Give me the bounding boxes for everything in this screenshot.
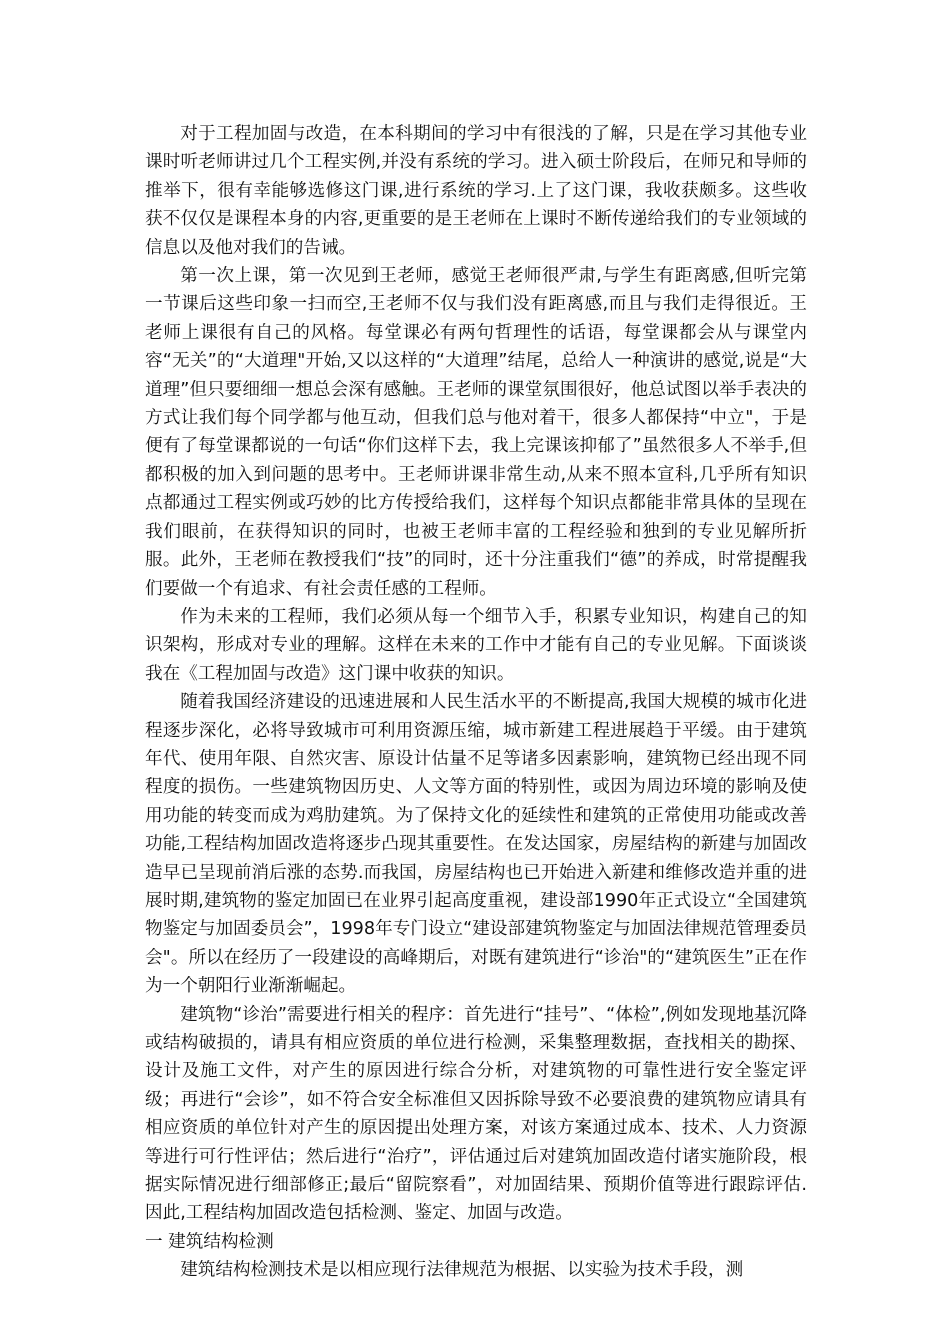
paragraph-2: 第一次上课，第一次见到王老师，感觉王老师很严肃,与学生有距离感,但听完第一节课后这些印象一扫而空,王老师不仅与我们没有距离感,而且与我们走得很近。王老师上课很有自己的风格。每堂课必有两句哲理性的话语，每堂课都会从与课堂内容“无关”的“大道理"开始,又以这样的“大道理”结尾，总给人一种演讲的感觉,说是“大道理”但只要细细一想总会深有感触。王老师的课堂氛围很好，他总试图以举手表决的方式让我们每个同学都与他互动，但我们总与他对着干，很多人都保持“中立"，于是便有了每堂课都说的一句话“你们这样下去，我上完课该抑郁了”虽然很多人不举手,但都积极的加入到问题的思考中。王老师讲课非常生动,从来不照本宣科,几乎所有知识点都通过工程实例或巧妙的比方传授给我们，这样每个知识点都能非常具体的呈现在我们眼前，在获得知识的同时，也被王老师丰富的工程经验和独到的专业见解所折服。此外，王老师在教授我们“技”的同时，还十分注重我们“德”的养成，时常提醒我们要做一个有追求、有社会责任感的工程师。 [145, 266, 807, 599]
paragraph-1: 对于工程加固与改造，在本科期间的学习中有很浅的了解，只是在学习其他专业课时听老师讲过几个工程实例,并没有系统的学习。进入硕士阶段后，在师兄和导师的推举下，很有幸能够选修这门课,进行系统的学习.上了这门课，我收获颇多。这些收获不仅仅是课程本身的内容,更重要的是王老师在上课时不断传递给我们的专业领域的信息以及他对我们的告诫。 [145, 124, 807, 258]
section-heading: 一 建筑结构检测 [145, 1231, 274, 1252]
document-page [145, 120, 807, 1285]
paragraph-5: 建筑物“诊治”需要进行相关的程序：首先进行“挂号”、“体检”,例如发现地基沉降或结构破损的，请具有相应资质的单位进行检测，采集整理数据，查找相关的勘探、设计及施工文件，对产生的原因进行综合分析，对建筑物的可靠性进行安全鉴定评级；再进行“会诊”，如不符合安全标准但又因拆除导致不必要浪费的建筑物应请具有相应资质的单位针对产生的原因提出处理方案，对该方案通过成本、技术、人力资源等进行可行性评估；然后进行“治疗”，评估通过后对建筑加固改造付诸实施阶段，根据实际情况进行细部修正;最后“留院察看”，对加固结果、预期价值等进行跟踪评估.因此,工程结构加固改造包括检测、鉴定、加固与改造。 [145, 1004, 807, 1224]
paragraph-3: 作为未来的工程师，我们必须从每一个细节入手，积累专业知识，构建自己的知识架构，形成对专业的理解。这样在未来的工作中才能有自己的专业见解。下面谈谈我在《工程加固与改造》这门课中收获的知识。 [145, 606, 807, 684]
paragraph-6: 建筑结构检测技术是以相应现行法律规范为根据、以实验为技术手段，测 [180, 1260, 744, 1281]
paragraph-4: 随着我国经济建设的迅速进展和人民生活水平的不断提高,我国大规模的城市化进程逐步深化，必将导致城市可利用资源压缩，城市新建工程进展趋于平缓。由于建筑年代、使用年限、自然灾害、原设计估量不足等诸多因素影响，建筑物已经出现不同程度的损伤。一些建筑物因历史、人文等方面的特别性，或因为周边环境的影响及使用功能的转变而成为鸡肋建筑。为了保持文化的延续性和建筑的正常使用功能或改善功能,工程结构加固改造将逐步凸现其重要性。在发达国家，房屋结构的新建与加固改造早已呈现前消后涨的态势.而我国，房屋结构也已开始进入新建和维修改造并重的进展时期,建筑物的鉴定加固已在业界引起高度重视，建设部1990年正式设立“全国建筑物鉴定与加固委员会”，1998年专门设立“建设部建筑物鉴定与加固法律规范管理委员会"。所以在经历了一段建设的高峰期后，对既有建筑进行“诊治"的“建筑医生”正在作为一个朝阳行业渐渐崛起。 [145, 692, 807, 997]
